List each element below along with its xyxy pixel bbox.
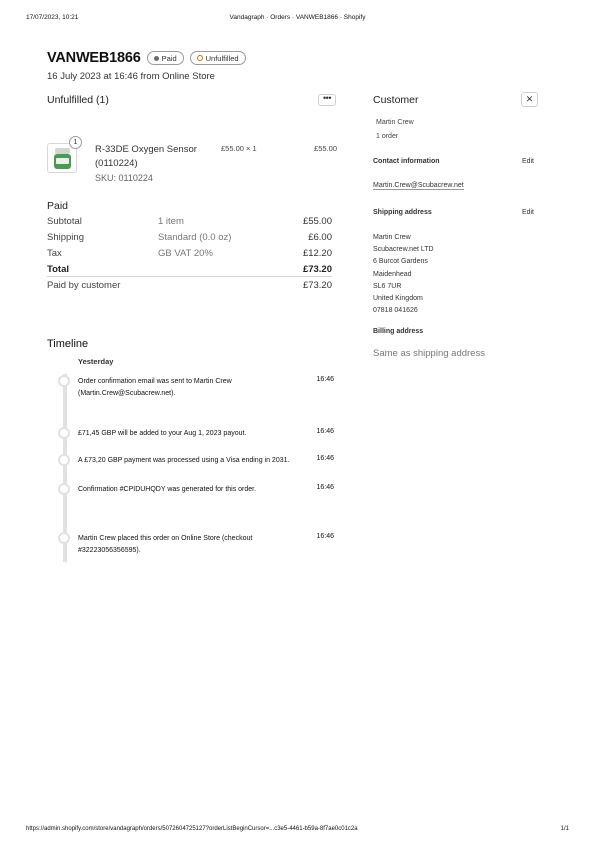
total-row [47,261,332,277]
edit-shipping-button[interactable]: Edit [521,209,534,216]
paid-badge-label: Paid [161,53,177,63]
print-page-title: Vandagraph · Orders · VANWEB1866 · Shopify [229,14,366,21]
paid-heading: Paid [47,200,69,212]
print-header [26,14,569,24]
shipping-amount: £6.00 [308,232,332,243]
tax-detail: GB VAT 20% [158,248,213,259]
billing-address-title: Billing address [373,328,424,335]
quantity-badge: 1 [69,136,82,149]
tax-label: Tax [47,248,62,259]
unit-price: £55.00 × 1 [221,144,257,153]
timeline-event-time: 16:46 [316,428,334,435]
print-date: 17/07/2023, 10:21 [26,14,79,21]
timeline-section [47,338,335,350]
unfulfilled-badge [190,51,246,65]
address-line: Scubacrew.net LTD [373,246,434,254]
more-horizontal-icon: ••• [323,93,331,103]
timeline-event-time: 16:46 [316,484,334,491]
timeline-heading: Timeline [47,338,89,350]
status-ring-icon [197,55,203,61]
subtotal-label: Subtotal [47,216,82,227]
timeline-event-text: Martin Crew placed this order on Online Store (checkout #32223056356595). [78,535,253,554]
tax-row [47,245,332,261]
shipping-address [373,232,434,317]
edit-contact-button[interactable]: Edit [521,158,534,165]
order-date: 16 July 2023 at 16:46 from Online Store [47,71,215,82]
unfulfilled-badge-label: Unfulfilled [205,53,239,63]
timeline-event-time: 16:46 [316,533,334,540]
unfulfilled-heading: Unfulfilled (1) [47,94,109,106]
subtotal-detail: 1 item [158,216,184,227]
timeline-event-time: 16:46 [316,376,334,383]
product-name-link[interactable]: R-33DE Oxygen Sensor (0110224) [95,144,197,169]
tax-amount: £12.20 [302,248,332,259]
customer-name-link[interactable]: Martin Crew [376,119,414,126]
product-sku: SKU: 0110224 [95,173,153,183]
timeline-day-label: Yesterday [78,357,114,366]
more-actions-button[interactable] [318,94,336,106]
paid-badge [147,51,184,65]
timeline-dot-icon [58,483,70,495]
address-line: 6 Burcot Gardens [373,258,428,266]
phone-number: 07818 041626 [373,307,418,315]
total-label: Total [47,264,69,275]
timeline-dot-icon [58,375,70,387]
paid-by-customer-label: Paid by customer [47,280,121,291]
timeline-event-text: £71,45 GBP will be added to your Aug 1, 2023 payout. [78,430,247,437]
address-line: SL6 7UR [373,282,402,290]
address-line: United Kingdom [373,295,423,303]
timeline-event-text: Confirmation #CPIDUHQDY was generated for this order. [78,486,257,493]
billing-address-value: Same as shipping address [373,348,485,359]
close-customer-button[interactable] [521,92,538,107]
print-url: https://admin.shopify.com/store/vandagraph/orders/5072604725127?orderListBeginCursor=...c3e5-4461-b59a-8f7ae0c01c2a [26,826,358,832]
shipping-address-title: Shipping address [373,209,432,216]
timeline-dot-icon [58,454,70,466]
timeline-dot-icon [58,427,70,439]
line-item [47,140,337,190]
customer-email-link[interactable]: Martin.Crew@Scubacrew.net [373,182,464,189]
paid-by-customer-amount: £73.20 [302,280,332,291]
order-number: VANWEB1866 [47,50,141,66]
shipping-label: Shipping [47,232,84,243]
order-header [47,50,367,82]
paid-card [47,200,332,293]
subtotal-amount: £55.00 [302,216,332,227]
contact-information-title: Contact information [373,158,440,165]
shipping-detail: Standard (0.0 oz) [158,232,232,243]
unfulfilled-card [47,94,335,106]
close-icon: ✕ [525,94,534,104]
address-line: Maidenhead [373,270,412,278]
timeline-dot-icon [58,532,70,544]
timeline-event-text: A £73,20 GBP payment was processed using a Visa ending in 2031. [78,457,290,464]
address-line: Martin Crew [373,234,411,241]
subtotal-row [47,213,332,229]
print-page-number: 1/1 [560,826,569,832]
total-amount: £73.20 [302,264,332,275]
product-thumbnail-label [56,158,69,164]
customer-orders-link[interactable]: 1 order [376,133,399,140]
paid-by-customer-row [47,277,332,293]
line-total: £55.00 [314,144,337,153]
timeline-event-text: Order confirmation email was sent to Martin Crew (Martin.Crew@Scubacrew.net). [78,378,232,397]
shipping-row [47,229,332,245]
customer-card [373,94,538,359]
customer-heading: Customer [373,94,419,106]
timeline-event-time: 16:46 [316,455,334,462]
status-dot-icon [154,56,159,61]
